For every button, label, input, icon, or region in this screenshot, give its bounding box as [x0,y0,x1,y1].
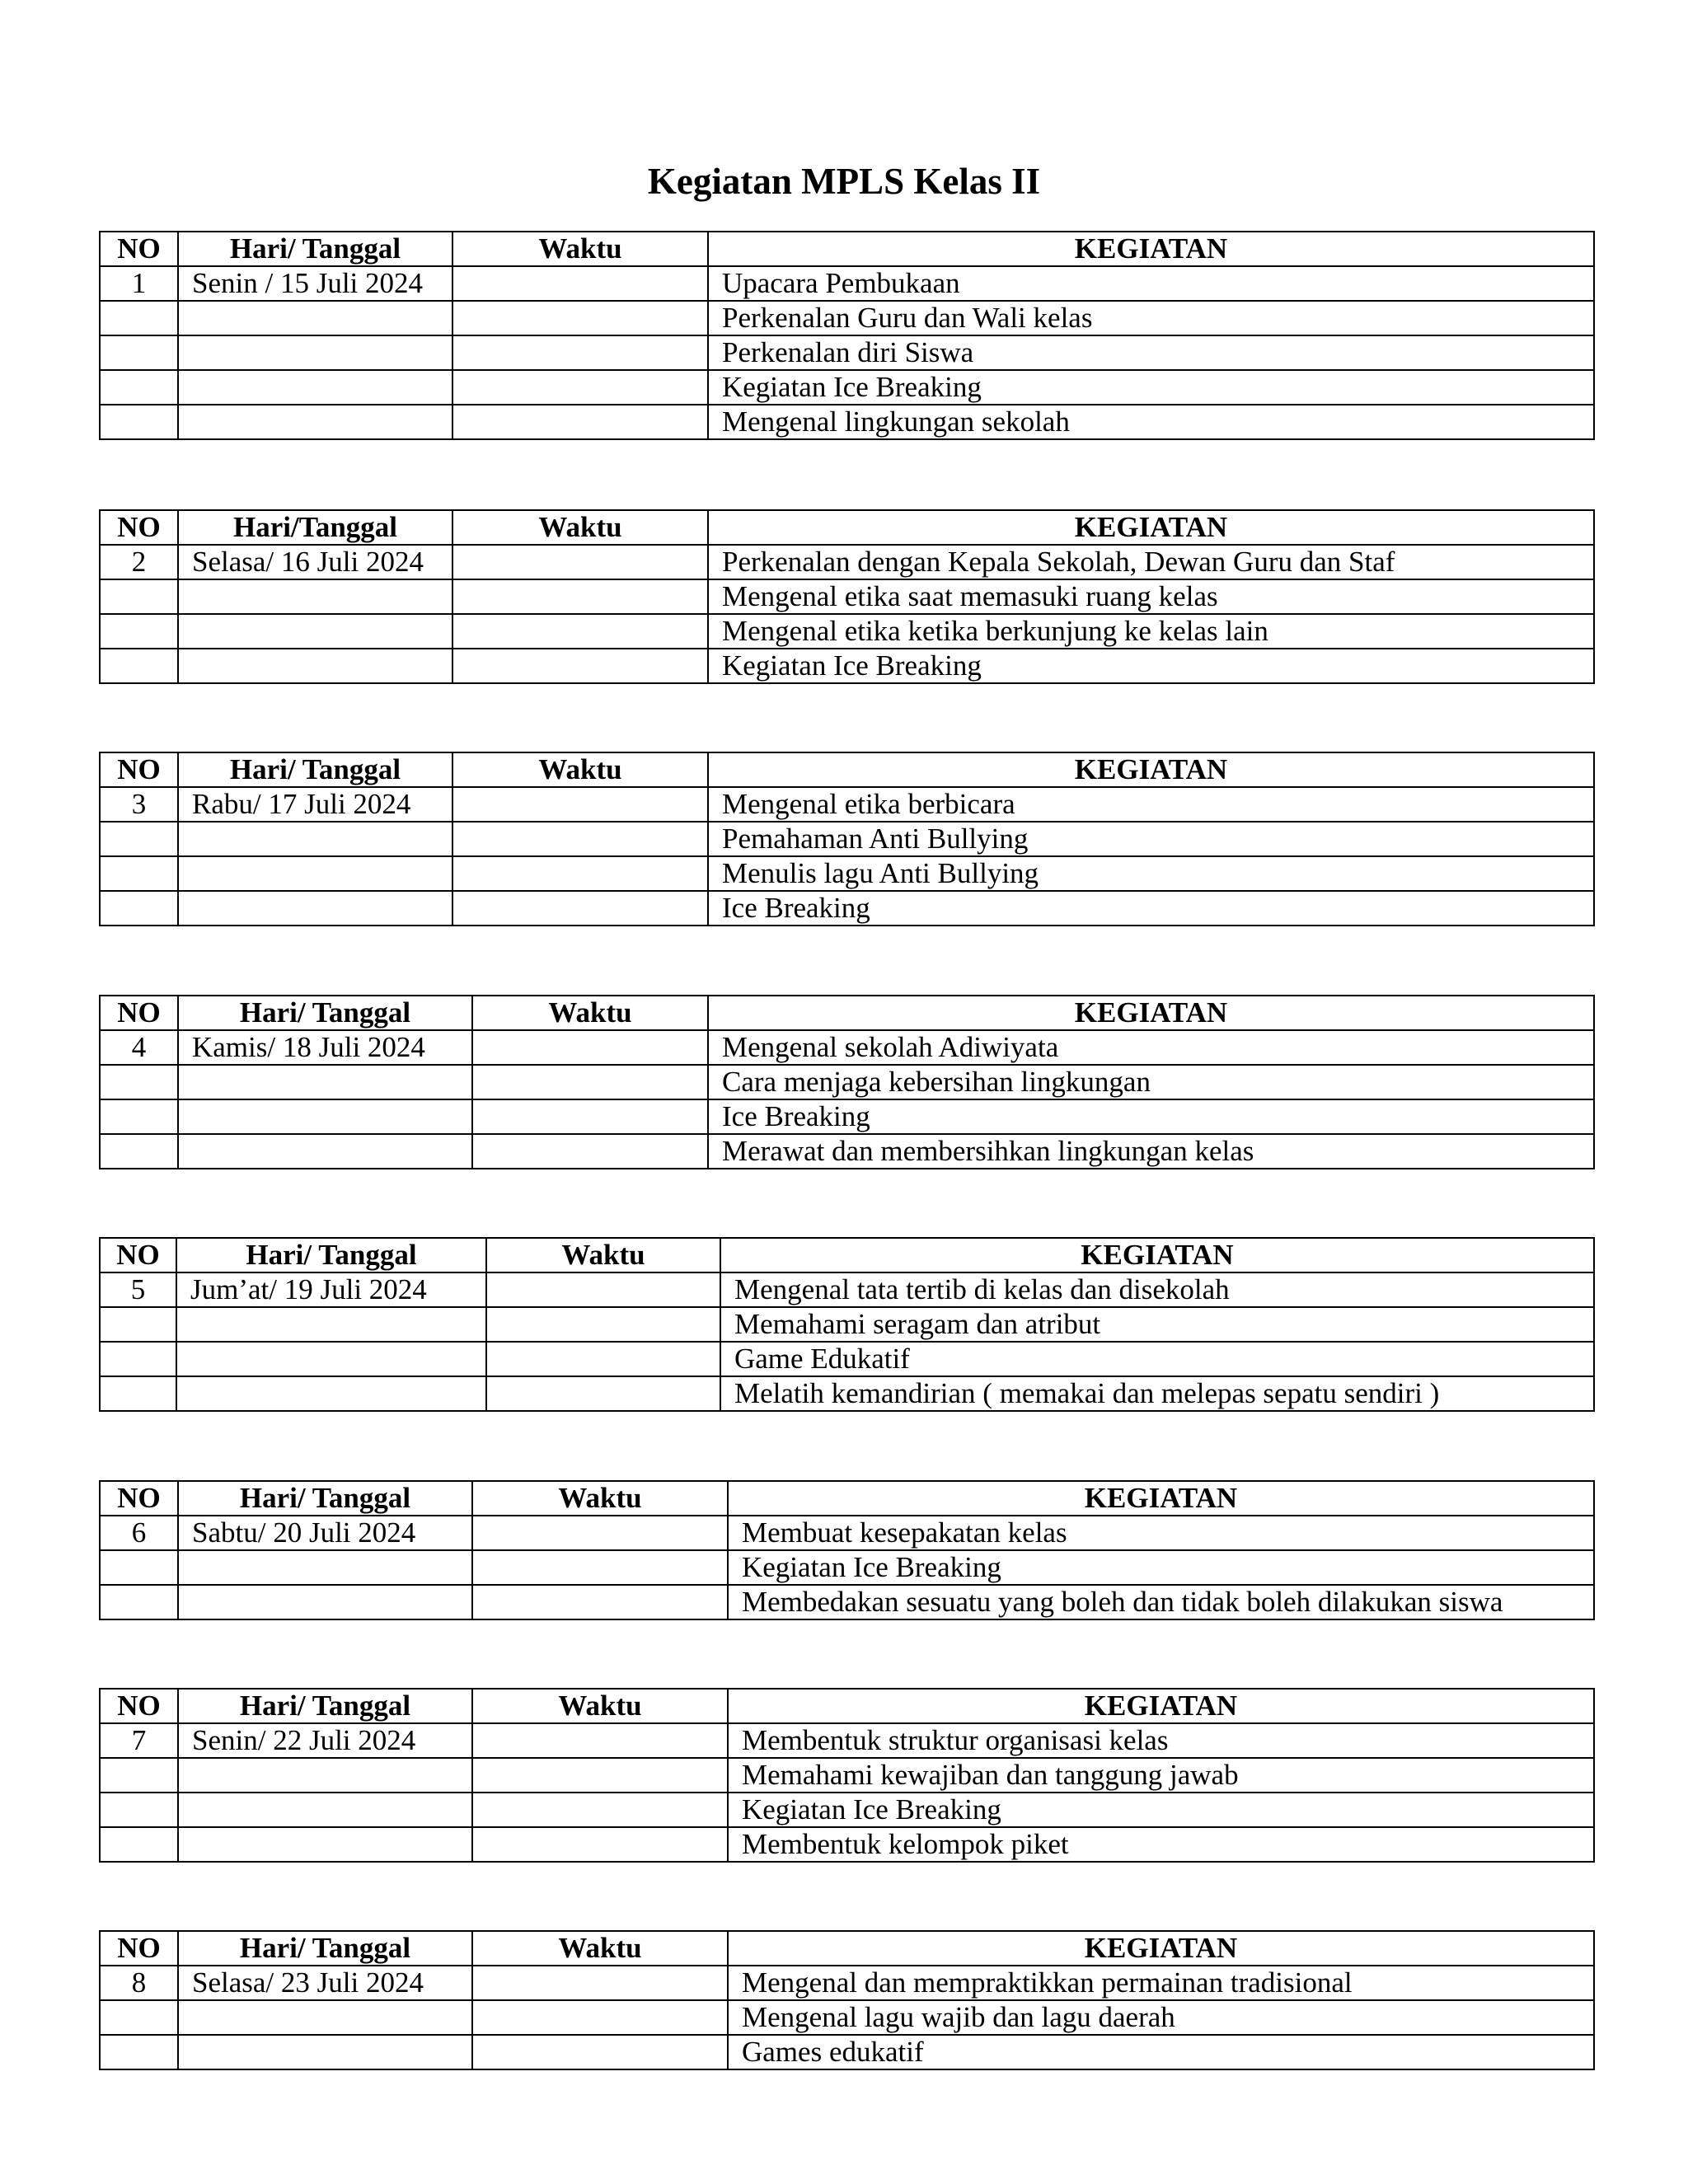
cell-activity: Membentuk kelompok piket [728,1827,1594,1862]
cell-day [178,405,452,439]
col-header-no: NO [100,996,178,1030]
cell-no [100,1099,178,1134]
cell-day: Senin/ 22 Juli 2024 [178,1723,472,1758]
header-row [100,752,1594,787]
schedule-table-8 [99,1930,1595,2070]
table-row [100,1099,1594,1134]
cell-day [178,2000,472,2035]
cell-time [452,649,708,683]
col-header-time: Waktu [486,1238,720,1272]
table-row [100,1550,1594,1585]
cell-activity: Perkenalan diri Siswa [708,335,1594,370]
table-row [100,2000,1594,2035]
cell-activity: Menulis lagu Anti Bullying [708,856,1594,891]
cell-activity: Memahami seragam dan atribut [720,1307,1594,1342]
table-row [100,1793,1594,1827]
cell-day [178,1134,472,1169]
cell-activity: Games edukatif [728,2035,1594,2069]
cell-activity: Mengenal lingkungan sekolah [708,405,1594,439]
col-header-time: Waktu [472,1689,728,1723]
cell-day: Jum’at/ 19 Juli 2024 [176,1272,486,1307]
cell-time [472,1966,728,2000]
col-header-activity: KEGIATAN [708,996,1594,1030]
cell-activity: Cara menjaga kebersihan lingkungan [708,1065,1594,1099]
cell-time [452,545,708,579]
col-header-activity: KEGIATAN [728,1931,1594,1966]
cell-time [452,891,708,926]
cell-day [178,822,452,856]
cell-day [176,1342,486,1376]
cell-day [178,1758,472,1793]
col-header-day: Hari/ Tanggal [178,1689,472,1723]
cell-no: 4 [100,1030,178,1065]
cell-time [486,1376,720,1411]
cell-no [100,1550,178,1585]
cell-day: Sabtu/ 20 Juli 2024 [178,1516,472,1550]
table-row [100,266,1594,301]
cell-no [100,1307,176,1342]
schedule-table-3 [99,752,1595,926]
schedule-table-5 [99,1237,1595,1412]
cell-activity: Mengenal etika saat memasuki ruang kelas [708,579,1594,614]
cell-day [178,301,452,335]
table-row [100,1758,1594,1793]
table-row [100,370,1594,405]
cell-time [472,1516,728,1550]
cell-time [472,1030,708,1065]
cell-no: 3 [100,787,178,822]
cell-day: Selasa/ 23 Juli 2024 [178,1966,472,2000]
cell-activity: Pemahaman Anti Bullying [708,822,1594,856]
table-row [100,891,1594,926]
cell-activity: Mengenal etika berbicara [708,787,1594,822]
cell-no [100,405,178,439]
cell-activity: Mengenal lagu wajib dan lagu daerah [728,2000,1594,2035]
cell-time [472,1585,728,1619]
cell-activity: Membentuk struktur organisasi kelas [728,1723,1594,1758]
header-row [100,1481,1594,1516]
cell-activity: Ice Breaking [708,891,1594,926]
col-header-activity: KEGIATAN [728,1689,1594,1723]
cell-no [100,2035,178,2069]
cell-time [472,1099,708,1134]
cell-day: Selasa/ 16 Juli 2024 [178,545,452,579]
col-header-time: Waktu [472,996,708,1030]
cell-activity: Perkenalan Guru dan Wali kelas [708,301,1594,335]
cell-no [100,335,178,370]
table-row [100,1065,1594,1099]
cell-no [100,1827,178,1862]
col-header-day: Hari/ Tanggal [178,1931,472,1966]
cell-time [472,1793,728,1827]
cell-no: 5 [100,1272,176,1307]
cell-activity: Upacara Pembukaan [708,266,1594,301]
table-row [100,579,1594,614]
table-row [100,2035,1594,2069]
cell-time [452,579,708,614]
cell-no: 8 [100,1966,178,2000]
col-header-no: NO [100,1481,178,1516]
cell-no [100,649,178,683]
cell-time [452,266,708,301]
col-header-time: Waktu [452,232,708,266]
header-row [100,996,1594,1030]
table-row [100,856,1594,891]
cell-no [100,1585,178,1619]
cell-no: 1 [100,266,178,301]
cell-activity: Kegiatan Ice Breaking [708,370,1594,405]
cell-time [452,301,708,335]
schedule-table-6 [99,1480,1595,1620]
table-row [100,1307,1594,1342]
cell-activity: Melatih kemandirian ( memakai dan melepas sepatu sendiri ) [720,1376,1594,1411]
col-header-activity: KEGIATAN [708,232,1594,266]
cell-time [452,614,708,649]
cell-day [178,1793,472,1827]
col-header-no: NO [100,752,178,787]
cell-activity: Membedakan sesuatu yang boleh dan tidak boleh dilakukan siswa [728,1585,1594,1619]
cell-time [486,1342,720,1376]
cell-time [452,405,708,439]
col-header-day: Hari/ Tanggal [178,996,472,1030]
cell-day [176,1307,486,1342]
cell-day: Senin / 15 Juli 2024 [178,266,452,301]
col-header-day: Hari/ Tanggal [178,752,452,787]
cell-time [472,2000,728,2035]
cell-day [176,1376,486,1411]
cell-time [472,1065,708,1099]
col-header-time: Waktu [452,510,708,545]
cell-activity: Mengenal dan mempraktikkan permainan tradisional [728,1966,1594,2000]
cell-no [100,891,178,926]
cell-day [178,335,452,370]
cell-no [100,1342,176,1376]
cell-day [178,1099,472,1134]
header-row [100,510,1594,545]
cell-activity: Perkenalan dengan Kepala Sekolah, Dewan Guru dan Staf [708,545,1594,579]
schedule-table-2 [99,509,1595,684]
col-header-no: NO [100,1931,178,1966]
cell-time [486,1307,720,1342]
cell-no [100,1134,178,1169]
col-header-activity: KEGIATAN [708,510,1594,545]
table-row [100,545,1594,579]
cell-time [472,1827,728,1862]
cell-day [178,2035,472,2069]
cell-activity: Kegiatan Ice Breaking [728,1793,1594,1827]
cell-activity: Merawat dan membersihkan lingkungan kelas [708,1134,1594,1169]
table-row [100,787,1594,822]
table-row [100,822,1594,856]
table-row [100,1030,1594,1065]
cell-activity: Kegiatan Ice Breaking [728,1550,1594,1585]
cell-no [100,614,178,649]
cell-day [178,370,452,405]
col-header-no: NO [100,1238,176,1272]
cell-day [178,891,452,926]
table-row [100,1342,1594,1376]
cell-no [100,579,178,614]
cell-no [100,822,178,856]
col-header-no: NO [100,1689,178,1723]
cell-no: 7 [100,1723,178,1758]
col-header-no: NO [100,510,178,545]
cell-no [100,2000,178,2035]
cell-day: Rabu/ 17 Juli 2024 [178,787,452,822]
col-header-activity: KEGIATAN [720,1238,1594,1272]
cell-day [178,579,452,614]
table-row [100,1376,1594,1411]
cell-activity: Mengenal sekolah Adiwiyata [708,1030,1594,1065]
header-row [100,1689,1594,1723]
cell-day [178,1585,472,1619]
cell-no [100,1758,178,1793]
col-header-time: Waktu [472,1481,728,1516]
col-header-day: Hari/Tanggal [178,510,452,545]
cell-no [100,1793,178,1827]
table-row [100,1723,1594,1758]
table-row [100,649,1594,683]
table-row [100,301,1594,335]
cell-no [100,1065,178,1099]
cell-no [100,1376,176,1411]
cell-day: Kamis/ 18 Juli 2024 [178,1030,472,1065]
cell-activity: Kegiatan Ice Breaking [708,649,1594,683]
col-header-day: Hari/ Tanggal [178,1481,472,1516]
cell-activity: Memahami kewajiban dan tanggung jawab [728,1758,1594,1793]
schedule-table-1 [99,231,1595,440]
cell-day [178,1827,472,1862]
cell-activity: Ice Breaking [708,1099,1594,1134]
cell-day [178,614,452,649]
header-row [100,1238,1594,1272]
cell-no [100,370,178,405]
cell-day [178,1550,472,1585]
header-row [100,1931,1594,1966]
table-row [100,1134,1594,1169]
col-header-day: Hari/ Tanggal [178,232,452,266]
schedule-table-4 [99,995,1595,1169]
table-row [100,335,1594,370]
cell-no [100,301,178,335]
cell-time [472,2035,728,2069]
col-header-activity: KEGIATAN [708,752,1594,787]
schedule-table-7 [99,1688,1595,1863]
table-row [100,405,1594,439]
cell-time [486,1272,720,1307]
table-row [100,1966,1594,2000]
cell-time [452,856,708,891]
header-row [100,232,1594,266]
table-row [100,1827,1594,1862]
cell-no: 6 [100,1516,178,1550]
cell-day [178,1065,472,1099]
table-row [100,614,1594,649]
page-title: Kegiatan MPLS Kelas II [647,161,1041,202]
table-row [100,1516,1594,1550]
cell-time [472,1134,708,1169]
cell-day [178,649,452,683]
cell-time [472,1550,728,1585]
cell-no [100,856,178,891]
cell-activity: Mengenal etika ketika berkunjung ke kelas lain [708,614,1594,649]
cell-time [452,822,708,856]
table-row [100,1272,1594,1307]
cell-activity: Membuat kesepakatan kelas [728,1516,1594,1550]
cell-time [452,787,708,822]
col-header-day: Hari/ Tanggal [176,1238,486,1272]
cell-no: 2 [100,545,178,579]
col-header-no: NO [100,232,178,266]
cell-time [472,1723,728,1758]
cell-day [178,856,452,891]
cell-time [452,335,708,370]
cell-time [452,370,708,405]
table-row [100,1585,1594,1619]
cell-activity: Mengenal tata tertib di kelas dan disekolah [720,1272,1594,1307]
col-header-activity: KEGIATAN [728,1481,1594,1516]
col-header-time: Waktu [472,1931,728,1966]
col-header-time: Waktu [452,752,708,787]
cell-activity: Game Edukatif [720,1342,1594,1376]
cell-time [472,1758,728,1793]
